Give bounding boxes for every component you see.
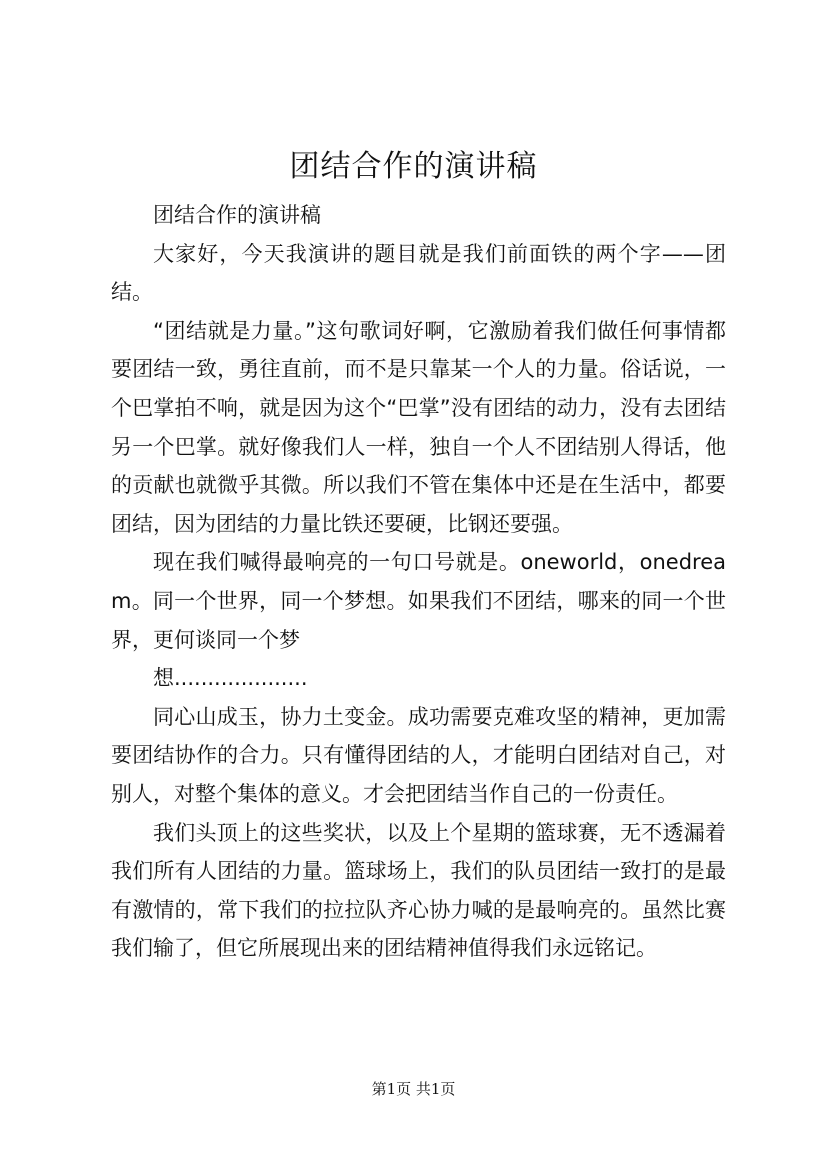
paragraph-dream-ellipsis: 想....................	[153, 666, 308, 691]
document-body	[111, 196, 726, 968]
paragraph-subtitle: 团结合作的演讲稿	[153, 203, 321, 227]
paragraph-slogan: 现在我们喊得最响亮的一句口号就是。oneworld，onedream。同一个世界，同一个梦想。如果我们不团结，哪来的同一个世界，更何谈同一个梦	[111, 550, 726, 652]
paragraph-teamwork: 同心山成玉，协力土变金。成功需要克难攻坚的精神，更加需要团结协作的合力。只有懂得团结的人，才能明白团结对自己，对别人，对整个集体的意义。才会把团结当作自己的一份责任。	[111, 704, 726, 806]
document-title: 团结合作的演讲稿	[289, 149, 538, 184]
paragraph-unity-power: “团结就是力量。”这句歌词好啊，它激励着我们做任何事情都要团结一致，勇往直前，而不是只靠某一个人的力量。俗话说，一个巴掌拍不响，就是因为这个“巴掌”没有团结的动力，没有去团结另一个巴掌。就好像我们人一样，独自一个人不团结别人得话，他的贡献也就微乎其微。所以我们不管在集体中还是在生活中，都要团结，因为团结的力量比铁还要硬，比钢还要强。	[111, 318, 726, 536]
paragraph-basketball: 我们头顶上的这些奖状，以及上个星期的篮球赛，无不透漏着我们所有人团结的力量。篮球场上，我们的队员团结一致打的是最有激情的，常下我们的拉拉队齐心协力喊的是最响亮的。虽然比赛我们输了，但它所展现出来的团结精神值得我们永远铭记。	[111, 820, 726, 961]
paragraph-greeting: 大家好，今天我演讲的题目就是我们前面铁的两个字——团结。	[111, 241, 726, 305]
page-number-footer: 第1页 共1页	[371, 1080, 456, 1098]
